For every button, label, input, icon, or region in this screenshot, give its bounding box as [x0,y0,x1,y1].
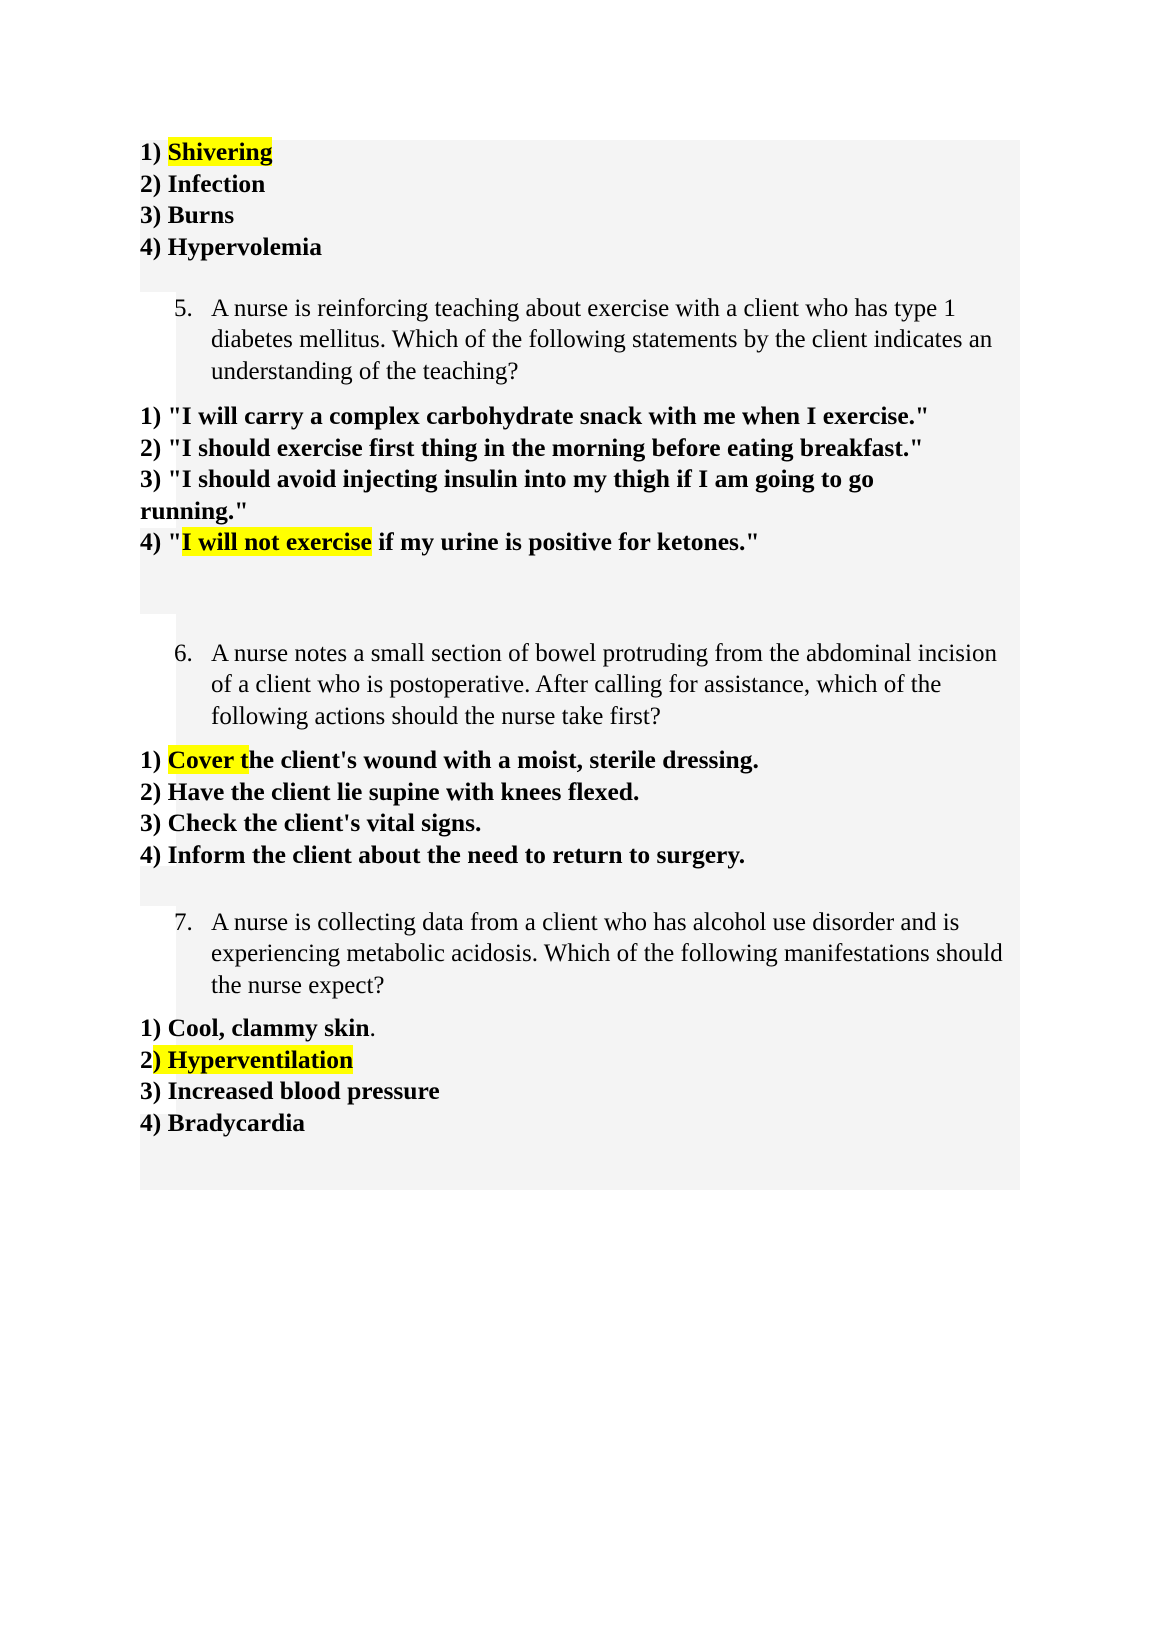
q7-options [140,1012,440,1138]
option-4: 4) "I will not exercise if my urine is positive for ketones." [140,527,760,556]
option-2: 2) Have the client lie supine with knees flexed. [140,776,640,806]
option-3: 3) Check the client's vital signs. [140,808,482,837]
option-1: 1) Cover the client's wound with a moist, sterile dressing. [140,745,759,774]
q6-options [140,744,759,870]
option-3-continued: running." [140,495,249,525]
highlighted-answer: Cover t [167,745,249,774]
option-4: 4) Bradycardia [140,1107,306,1137]
option-1: 1) "I will carry a complex carbohydrate snack with me when I exercise." [140,401,930,430]
option-1: 1) Cool, clammy skin. [140,1013,376,1042]
option-2: 2) Infection [140,168,266,198]
option-2: 2) Hyperventilation [140,1044,354,1074]
question-text: A nurse is collecting data from a client who has alcohol use disorder and is experiencing metabolic acidosis. Which of the following manifestations should the nurse expect? [211,909,1003,999]
question-text: A nurse notes a small section of bowel protruding from the abdominal incision of a client who is postoperative. After calling for assistance, which of the following actions should the nurse take first? [211,640,997,730]
option-1: 1) Shivering [140,137,273,166]
option-3: 3) "I should avoid injecting insulin into my thigh if I am going to go [140,464,874,493]
question-text: A nurse is reinforcing teaching about exercise with a client who has type 1 diabetes mellitus. Which of the following statements by the client indicates an understanding of the teaching? [211,295,993,385]
option-3: 3) Increased blood pressure [140,1076,440,1105]
highlighted-answer: Shivering [167,137,273,166]
option-3: 3) Burns [140,200,235,229]
question-6 [174,638,1020,732]
question-5 [174,293,1020,387]
question-7 [174,907,1020,1001]
q5-options [140,400,929,558]
question-number: 7. [174,909,193,936]
highlighted-answer: ) Hyperventilation [152,1044,354,1074]
option-4: 4) Hypervolemia [140,231,322,261]
option-2: 2) "I should exercise first thing in the morning before eating breakfast." [140,432,924,462]
option-4: 4) Inform the client about the need to return to surgery. [140,839,746,869]
q4-options [140,136,322,262]
question-number: 6. [174,640,193,667]
question-number: 5. [174,295,193,322]
highlighted-answer: I will not exercise [181,527,372,556]
